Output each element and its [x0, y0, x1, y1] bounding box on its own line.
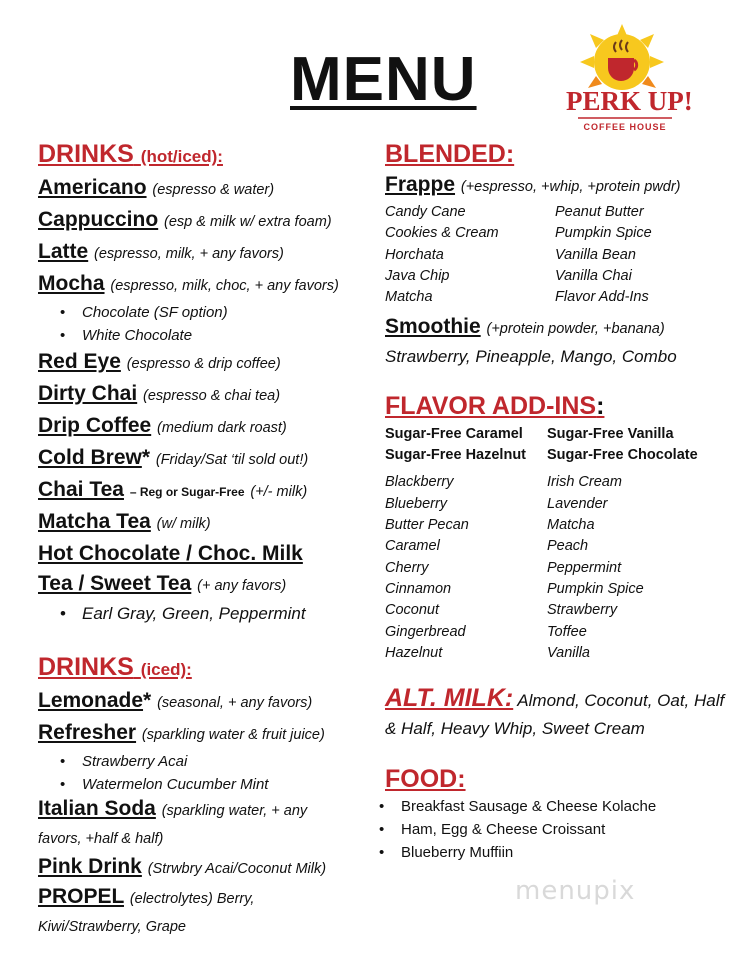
- smoothie-flavors: Strawberry, Pineapple, Mango, Combo: [385, 347, 677, 367]
- logo-tagline-text: COFFEE HOUSE: [583, 122, 667, 132]
- watermark: menupix: [515, 876, 636, 906]
- list-item: Sugar-Free Caramel: [385, 426, 523, 443]
- list-item: Lavender: [547, 495, 608, 512]
- list-item: Sugar-Free Hazelnut: [385, 447, 526, 464]
- list-item: • Chocolate (SF option): [82, 301, 368, 324]
- logo-brand-text: PERK UP!: [566, 86, 693, 116]
- alt-milk-options: Almond, Coconut, Oat, Half & Half, Heavy Whip, Sweet Cream: [385, 691, 725, 739]
- menu-item-lemonade: Lemonade* (seasonal, + any favors): [38, 689, 313, 712]
- mocha-options: [38, 301, 368, 347]
- alt-milk-section: [385, 684, 725, 743]
- list-item: Peppermint: [547, 559, 622, 576]
- left-column: [38, 138, 368, 940]
- menu-item-mocha: Mocha (espresso, milk, choc, + any favors): [38, 272, 339, 295]
- list-item: Blueberry: [385, 495, 448, 512]
- menu-item-smoothie: Smoothie (+protein powder, +banana): [385, 315, 665, 339]
- perk-up-logo: [564, 22, 694, 142]
- list-item: • Breakfast Sausage & Cheese Kolache: [401, 795, 735, 818]
- list-item: Butter Pecan: [385, 517, 469, 534]
- flavor-addins-header: FLAVOR ADD-INS:: [385, 392, 605, 421]
- list-item: Candy Cane: [385, 204, 466, 220]
- drinks-iced-header: DRINKS (iced):: [38, 653, 192, 681]
- list-item: Irish Cream: [547, 474, 622, 491]
- blended-header: BLENDED:: [385, 140, 515, 168]
- menu-item-dirty-chai: Dirty Chai (espresso & chai tea): [38, 382, 281, 405]
- list-item: Peach: [547, 538, 589, 555]
- menu-item-italian-soda: Italian Soda (sparkling water, + any favors, +half & half): [38, 797, 308, 847]
- menu-item-matcha-tea: Matcha Tea (w/ milk): [38, 510, 211, 533]
- menu-item-americano: Americano (espresso & water): [38, 176, 275, 199]
- menu-item-drip-coffee: Drip Coffee (medium dark roast): [38, 414, 287, 437]
- list-item: Matcha: [547, 517, 595, 534]
- menu-item-latte: Latte (espresso, milk, + any favors): [38, 240, 284, 263]
- list-item: Vanilla Chai: [555, 267, 632, 284]
- list-item: Coconut: [385, 602, 440, 619]
- list-item: • Ham, Egg & Cheese Croissant: [401, 818, 735, 841]
- frappe-flavor-list: [385, 202, 735, 308]
- flavor-list: [385, 472, 735, 664]
- menu-item-red-eye: Red Eye (espresso & drip coffee): [38, 350, 281, 373]
- list-item: Strawberry: [547, 602, 618, 619]
- list-item: Cinnamon: [385, 580, 452, 597]
- tea-options: [38, 601, 368, 627]
- list-item: • Blueberry Muffiin: [401, 841, 735, 864]
- list-item: Cherry: [385, 559, 429, 576]
- food-list: [385, 795, 735, 864]
- list-item: Pumpkin Spice: [555, 225, 652, 242]
- list-item: Vanilla Bean: [555, 246, 636, 263]
- list-item: Sugar-Free Vanilla: [547, 426, 674, 443]
- drinks-hot-iced-header: DRINKS (hot/iced):: [38, 140, 223, 168]
- sugar-free-list: [385, 424, 735, 466]
- list-item: Vanilla: [547, 644, 590, 661]
- food-header: FOOD:: [385, 765, 466, 794]
- list-item: • Strawberry Acai: [82, 750, 368, 773]
- list-item: Sugar-Free Chocolate: [547, 447, 698, 464]
- list-item: Peanut Butter: [555, 204, 644, 220]
- list-item: Caramel: [385, 538, 440, 555]
- alt-milk-header: ALT. MILK:: [385, 684, 514, 713]
- menu-item-tea: Tea / Sweet Tea (+ any favors): [38, 572, 287, 595]
- menu-item-cappuccino: Cappuccino (esp & milk w/ extra foam): [38, 208, 332, 231]
- menu-item-refresher: Refresher (sparkling water & fruit juice): [38, 721, 325, 744]
- list-item: Toffee: [547, 623, 587, 640]
- list-item: Java Chip: [385, 267, 450, 284]
- page-title: MENU: [290, 45, 477, 114]
- list-item: • Earl Gray, Green, Peppermint: [82, 601, 368, 627]
- refresher-options: [38, 750, 368, 796]
- menu-item-hot-chocolate: Hot Chocolate / Choc. Milk: [38, 542, 303, 565]
- menu-item-pink-drink: Pink Drink (Strwbry Acai/Coconut Milk): [38, 855, 327, 878]
- menu-item-cold-brew: Cold Brew* (Friday/Sat ‘til sold out!): [38, 446, 309, 469]
- list-item: Matcha: [385, 289, 433, 306]
- menu-item-chai-tea: Chai Tea – Reg or Sugar-Free (+/- milk): [38, 478, 308, 501]
- list-item: Pumpkin Spice: [547, 580, 644, 597]
- list-item: Hazelnut: [385, 644, 443, 661]
- list-item: • White Chocolate: [82, 324, 368, 347]
- list-item: Cookies & Cream: [385, 225, 499, 242]
- list-item: Gingerbread: [385, 623, 466, 640]
- menu-item-frappe: Frappe (+espresso, +whip, +protein pwdr): [385, 173, 681, 196]
- right-column: [385, 138, 735, 864]
- list-item: • Watermelon Cucumber Mint: [82, 773, 368, 796]
- list-item: Horchata: [385, 246, 444, 263]
- list-item: Flavor Add-Ins: [555, 289, 649, 306]
- menu-item-propel: PROPEL (electrolytes) Berry, Kiwi/Strawberry, Grape: [38, 885, 255, 935]
- list-item: Blackberry: [385, 474, 454, 491]
